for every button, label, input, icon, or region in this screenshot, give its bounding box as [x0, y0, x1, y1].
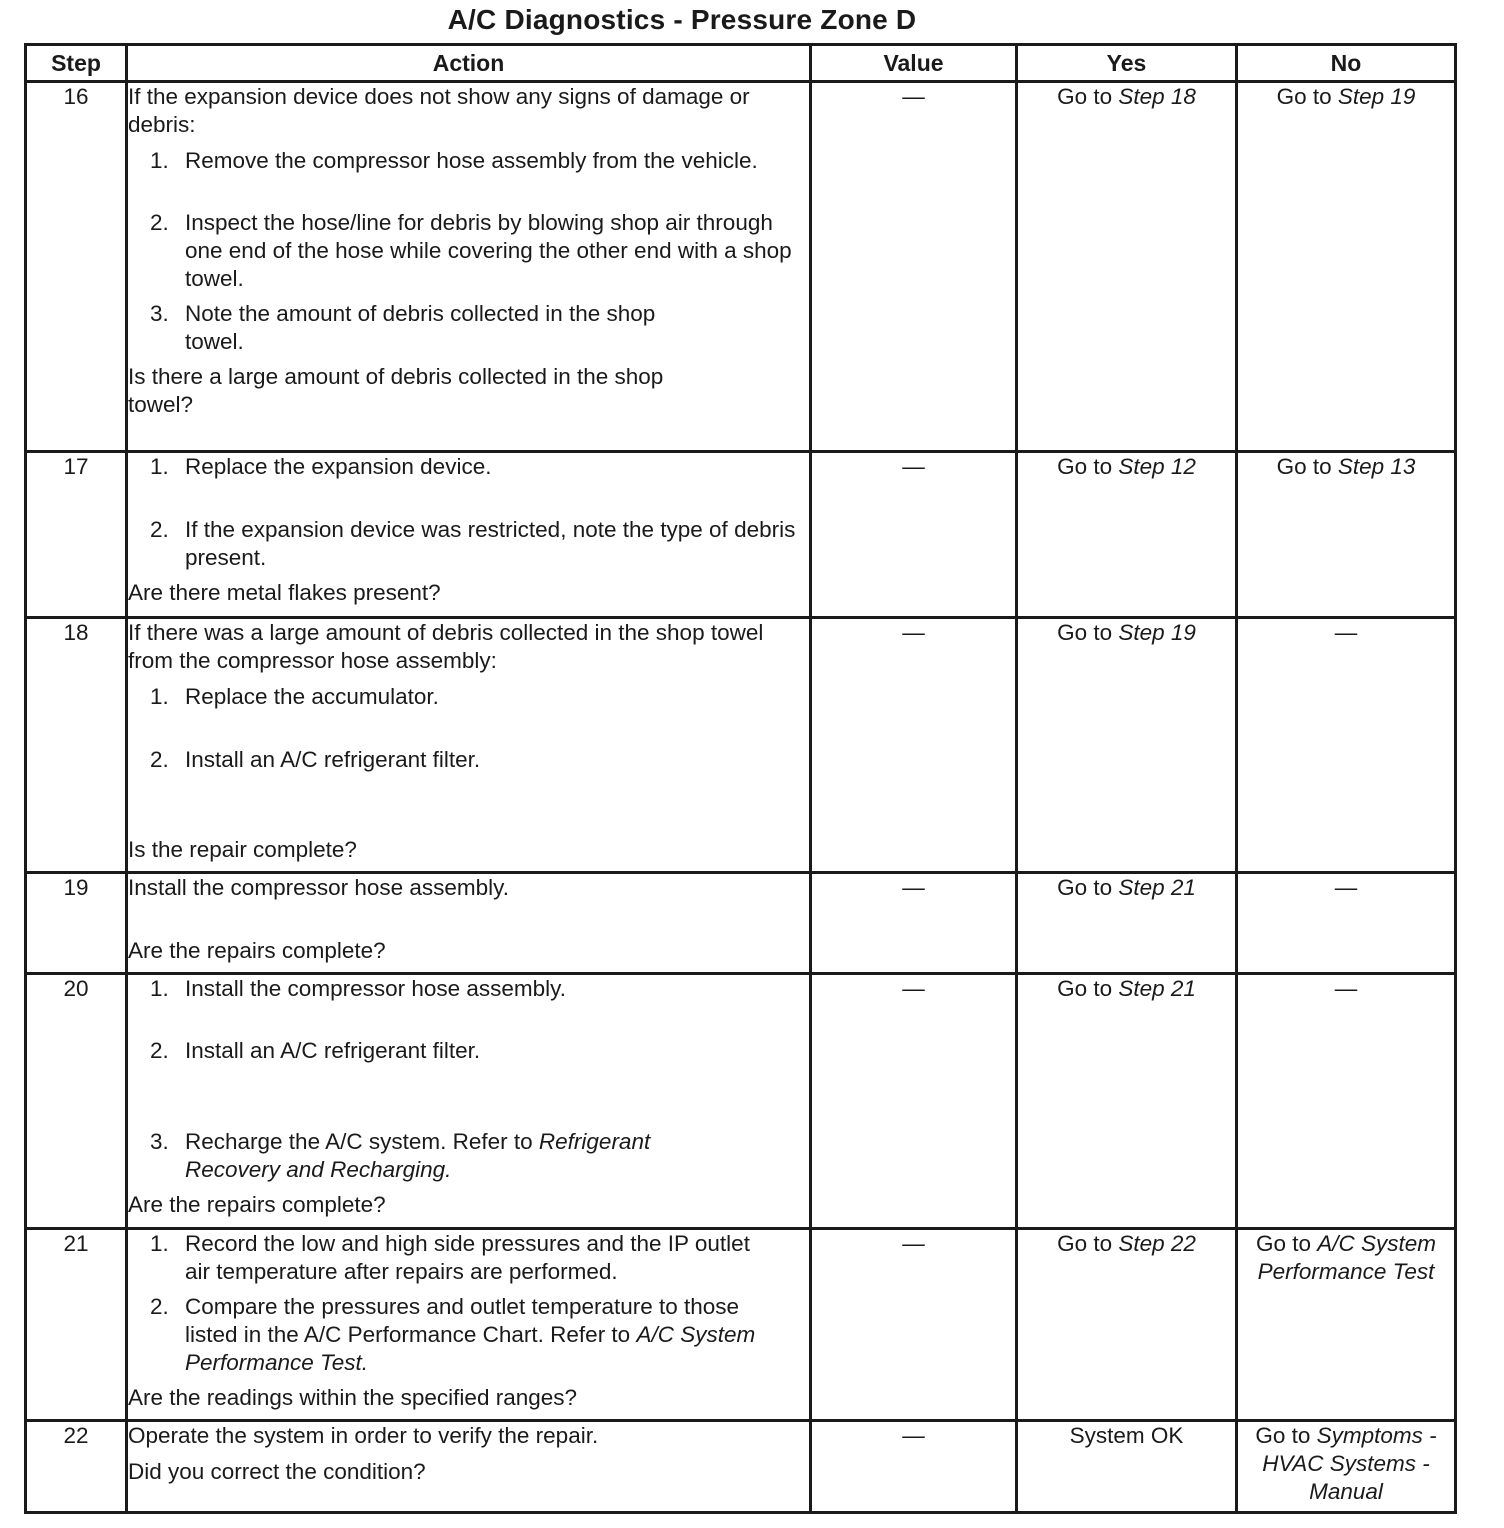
- action-question: Are there metal flakes present?: [128, 580, 441, 605]
- list-item: [128, 683, 809, 711]
- action-cell: [127, 974, 811, 1229]
- no-step-link[interactable]: Symptoms - HVAC Systems - Manual: [1262, 1423, 1437, 1504]
- list-item: [128, 1293, 775, 1377]
- col-header-action: Action: [127, 45, 811, 82]
- step-number: 22: [26, 1421, 127, 1513]
- yes-prefix: Go to: [1057, 875, 1119, 900]
- item-text: Replace the accumulator.: [185, 684, 439, 709]
- action-intro: Operate the system in order to verify the repair.: [128, 1423, 599, 1448]
- no-cell: [1237, 82, 1456, 452]
- list-item: [128, 975, 809, 1003]
- table-row: [26, 1421, 1456, 1513]
- table-row: [26, 873, 1456, 974]
- item-number: 3.: [150, 1129, 169, 1154]
- no-prefix: Go to: [1276, 84, 1338, 109]
- item-number: 2.: [150, 1038, 169, 1063]
- action-question: Are the readings within the specified ranges?: [128, 1385, 578, 1410]
- yes-prefix: Go to: [1057, 620, 1119, 645]
- action-cell: [127, 82, 811, 452]
- list-item: [128, 1230, 765, 1286]
- yes-cell: [1017, 82, 1237, 452]
- no-cell: —: [1237, 873, 1456, 974]
- list-item: [128, 209, 809, 293]
- action-question: Did you correct the condition?: [128, 1459, 426, 1484]
- item-number: 1.: [150, 454, 169, 479]
- item-text: If the expansion device was restricted, note the type of debris present.: [185, 517, 796, 570]
- reference-link[interactable]: Refrigerant Recovery and Recharging.: [185, 1129, 651, 1182]
- action-cell: [127, 618, 811, 873]
- step-number: 19: [26, 873, 127, 974]
- table-row: [26, 452, 1456, 618]
- no-cell: [1237, 452, 1456, 618]
- table-row: [26, 82, 1456, 452]
- reference-link[interactable]: A/C System Performance Test.: [185, 1322, 756, 1375]
- yes-prefix: Go to: [1057, 1231, 1119, 1256]
- yes-prefix: Go to: [1057, 976, 1119, 1001]
- item-text: Compare the pressures and outlet temperature to those listed in the A/C Performance Chart. Refer to: [185, 1294, 740, 1347]
- item-text: Record the low and high side pressures and the IP outlet air temperature after repairs are performed.: [185, 1231, 750, 1284]
- no-cell: [1237, 1229, 1456, 1421]
- yes-cell: [1017, 873, 1237, 974]
- no-cell: [1237, 1421, 1456, 1513]
- list-item: [128, 746, 809, 774]
- item-text: Install the compressor hose assembly.: [185, 976, 566, 1001]
- item-text: Remove the compressor hose assembly from the vehicle.: [185, 148, 758, 173]
- item-number: 1.: [150, 1231, 169, 1256]
- action-intro: If the expansion device does not show any signs of damage or debris:: [128, 84, 750, 137]
- col-header-value: Value: [811, 45, 1017, 82]
- yes-cell: System OK: [1017, 1421, 1237, 1513]
- step-number: 17: [26, 452, 127, 618]
- yes-cell: [1017, 452, 1237, 618]
- step-number: 21: [26, 1229, 127, 1421]
- yes-cell: [1017, 974, 1237, 1229]
- yes-step-link[interactable]: Step 21: [1118, 875, 1196, 900]
- list-item: [128, 516, 809, 572]
- action-question: Are the repairs complete?: [128, 1192, 386, 1217]
- col-header-yes: Yes: [1017, 45, 1237, 82]
- item-text: Replace the expansion device.: [185, 454, 492, 479]
- step-number: 18: [26, 618, 127, 873]
- page-title: A/C Diagnostics - Pressure Zone D: [447, 4, 917, 35]
- item-number: 1.: [150, 684, 169, 709]
- item-number: 2.: [150, 1294, 169, 1319]
- list-item: [128, 453, 809, 481]
- yes-step-link[interactable]: Step 19: [1118, 620, 1196, 645]
- action-intro: Install the compressor hose assembly.: [128, 875, 509, 900]
- item-number: 2.: [150, 747, 169, 772]
- header-row: [26, 45, 1456, 82]
- action-question: Are the repairs complete?: [128, 938, 386, 963]
- yes-step-link[interactable]: Step 18: [1118, 84, 1196, 109]
- item-text: Inspect the hose/line for debris by blowing shop air through one end of the hose while covering the other end with a shop towel.: [185, 210, 792, 291]
- no-prefix: Go to: [1255, 1423, 1317, 1448]
- col-header-no: No: [1237, 45, 1456, 82]
- action-question: Is the repair complete?: [128, 837, 357, 862]
- action-cell: [127, 1229, 811, 1421]
- no-prefix: Go to: [1255, 1231, 1318, 1256]
- yes-prefix: Go to: [1057, 454, 1119, 479]
- step-number: 20: [26, 974, 127, 1229]
- no-step-link[interactable]: Step 19: [1337, 84, 1416, 109]
- action-cell: [127, 1421, 811, 1513]
- value-cell: —: [811, 618, 1017, 873]
- value-cell: —: [811, 873, 1017, 974]
- action-cell: [127, 452, 811, 618]
- item-text: Install an A/C refrigerant filter.: [185, 1038, 481, 1063]
- item-number: 2.: [150, 517, 169, 542]
- step-number: 16: [26, 82, 127, 452]
- value-cell: —: [811, 1421, 1017, 1513]
- no-cell: —: [1237, 974, 1456, 1229]
- list-item: [128, 1037, 809, 1065]
- action-question: Is there a large amount of debris collected in the shop towel?: [128, 364, 664, 417]
- item-text: Recharge the A/C system. Refer to: [185, 1129, 539, 1154]
- no-step-link[interactable]: A/C System Performance Test: [1257, 1231, 1437, 1284]
- yes-step-link[interactable]: Step 12: [1118, 454, 1196, 479]
- no-prefix: Go to: [1276, 454, 1338, 479]
- value-cell: —: [811, 452, 1017, 618]
- table-row: [26, 974, 1456, 1229]
- item-text: Note the amount of debris collected in the shop towel.: [185, 301, 656, 354]
- list-item: [128, 300, 705, 356]
- yes-cell: [1017, 618, 1237, 873]
- table-row: [26, 618, 1456, 873]
- list-item: [128, 147, 809, 175]
- table-row: [26, 1229, 1456, 1421]
- item-number: 1.: [150, 148, 169, 173]
- diagnostic-table: [24, 43, 1457, 1514]
- col-header-step: Step: [26, 45, 127, 82]
- action-intro: If there was a large amount of debris collected in the shop towel from the compressor hose assembly:: [128, 620, 764, 673]
- yes-cell: [1017, 1229, 1237, 1421]
- yes-step-link[interactable]: Step 22: [1118, 1231, 1196, 1256]
- action-cell: [127, 873, 811, 974]
- item-number: 1.: [150, 976, 169, 1001]
- value-cell: —: [811, 1229, 1017, 1421]
- no-cell: —: [1237, 618, 1456, 873]
- yes-step-link[interactable]: Step 21: [1118, 976, 1196, 1001]
- item-number: 3.: [150, 301, 169, 326]
- yes-prefix: Go to: [1057, 84, 1119, 109]
- value-cell: —: [811, 82, 1017, 452]
- value-cell: —: [811, 974, 1017, 1229]
- no-step-link[interactable]: Step 13: [1337, 454, 1416, 479]
- list-item: [128, 1128, 725, 1184]
- item-text: Install an A/C refrigerant filter.: [185, 747, 481, 772]
- item-number: 2.: [150, 210, 169, 235]
